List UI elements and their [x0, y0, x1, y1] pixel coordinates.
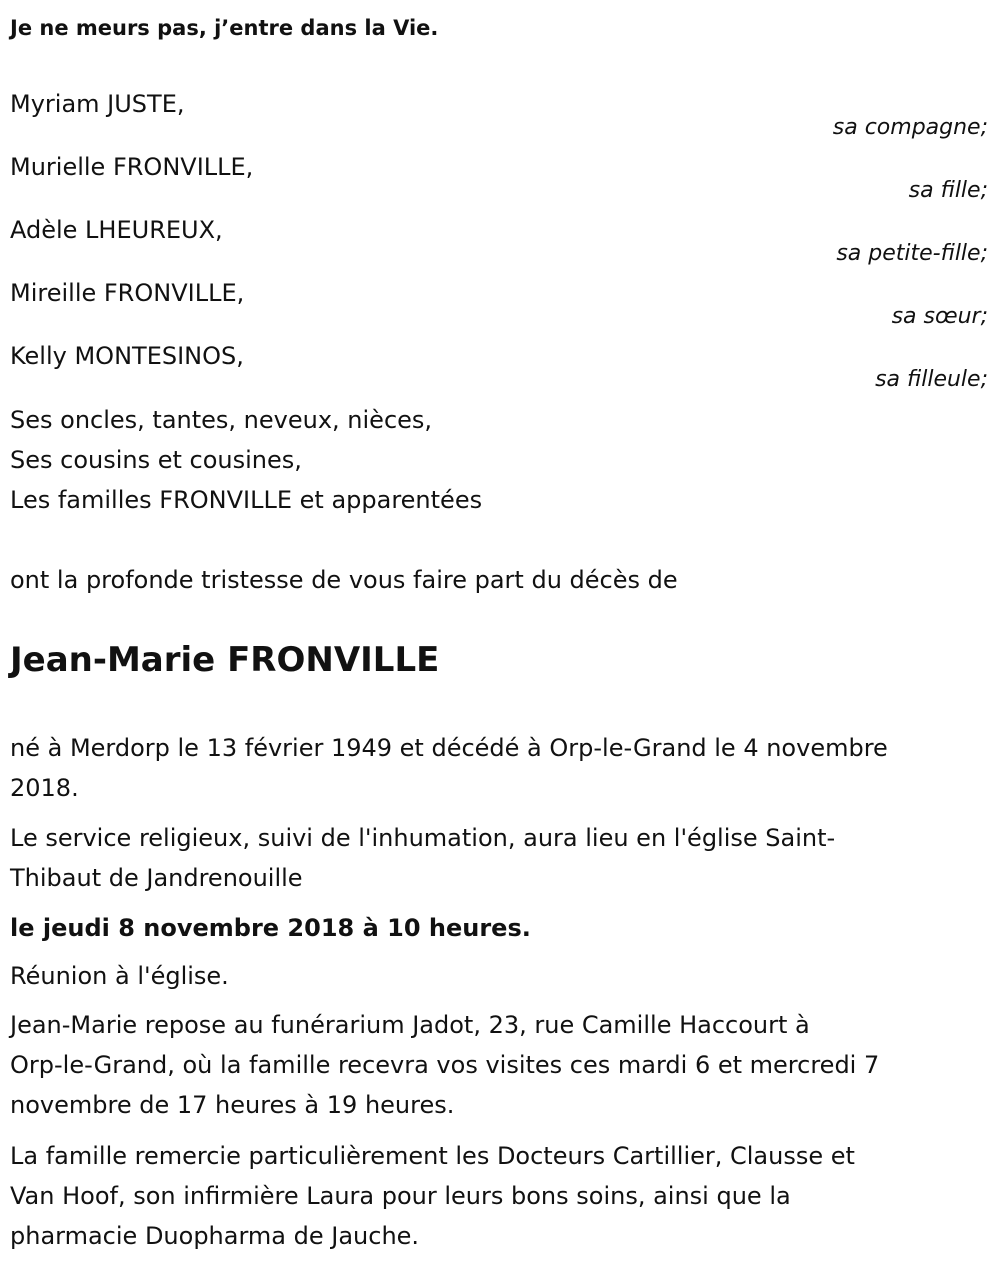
paragraph-line: Orp-le-Grand, où la famille recevra vos visites ces mardi 6 et mercredi 7	[10, 1051, 880, 1079]
mourner-entry	[10, 90, 988, 153]
paragraph-line: novembre de 17 heures à 19 heures.	[10, 1091, 455, 1119]
other-mourners-line: Ses cousins et cousines,	[10, 446, 302, 474]
paragraph-line: La famille remercie particulièrement les Docteurs Cartillier, Clausse et	[10, 1142, 855, 1170]
intro-text: ont la profonde tristesse de vous faire part du décès de	[10, 566, 678, 594]
mourner-entry	[10, 279, 988, 342]
paragraph-line: Jean-Marie repose au funérarium Jadot, 23, rue Camille Haccourt à	[10, 1011, 810, 1039]
funerarium-paragraph	[10, 1005, 879, 1125]
mourner-relation: sa filleule;	[875, 367, 988, 392]
motto: Je ne meurs pas, j’entre dans la Vie.	[10, 16, 439, 40]
meeting-note	[10, 956, 229, 996]
service-date	[10, 908, 531, 948]
mourner-entry	[10, 153, 988, 216]
mourner-name: Murielle FRONVILLE,	[10, 153, 254, 181]
mourner-entry	[10, 216, 988, 279]
service-paragraph	[10, 818, 835, 898]
mourner-relation: sa sœur;	[891, 304, 988, 329]
other-mourners	[10, 400, 482, 520]
mourner-relation: sa fille;	[908, 178, 988, 203]
paragraph-line: Le service religieux, suivi de l'inhumation, aura lieu en l'église Saint-	[10, 824, 836, 852]
paragraph-line: né à Merdorp le 13 février 1949 et décédé à Orp-le-Grand le 4 novembre	[10, 734, 888, 762]
paragraph-line: Thibaut de Jandrenouille	[10, 864, 303, 892]
mourner-name: Myriam JUSTE,	[10, 90, 185, 118]
paragraph-line: Réunion à l'église.	[10, 962, 229, 990]
paragraph-line: le jeudi 8 novembre 2018 à 10 heures.	[10, 914, 531, 942]
mourner-relation: sa compagne;	[832, 115, 988, 140]
other-mourners-line: Ses oncles, tantes, neveux, nièces,	[10, 406, 433, 434]
mourner-name: Kelly MONTESINOS,	[10, 342, 244, 370]
birth-death-paragraph	[10, 728, 888, 808]
mourner-relation: sa petite-fille;	[836, 241, 988, 266]
mourner-name: Adèle LHEUREUX,	[10, 216, 223, 244]
paragraph-line: Van Hoof, son infirmière Laura pour leurs bons soins, ainsi que la	[10, 1182, 791, 1210]
other-mourners-line: Les familles FRONVILLE et apparentées	[10, 486, 483, 514]
paragraph-line: pharmacie Duopharma de Jauche.	[10, 1222, 420, 1250]
thanks-paragraph	[10, 1136, 855, 1256]
announcement-intro	[10, 560, 678, 600]
deceased-name: Jean-Marie FRONVILLE	[10, 640, 440, 680]
mourner-entry	[10, 342, 988, 405]
paragraph-line: 2018.	[10, 774, 79, 802]
mourner-name: Mireille FRONVILLE,	[10, 279, 245, 307]
